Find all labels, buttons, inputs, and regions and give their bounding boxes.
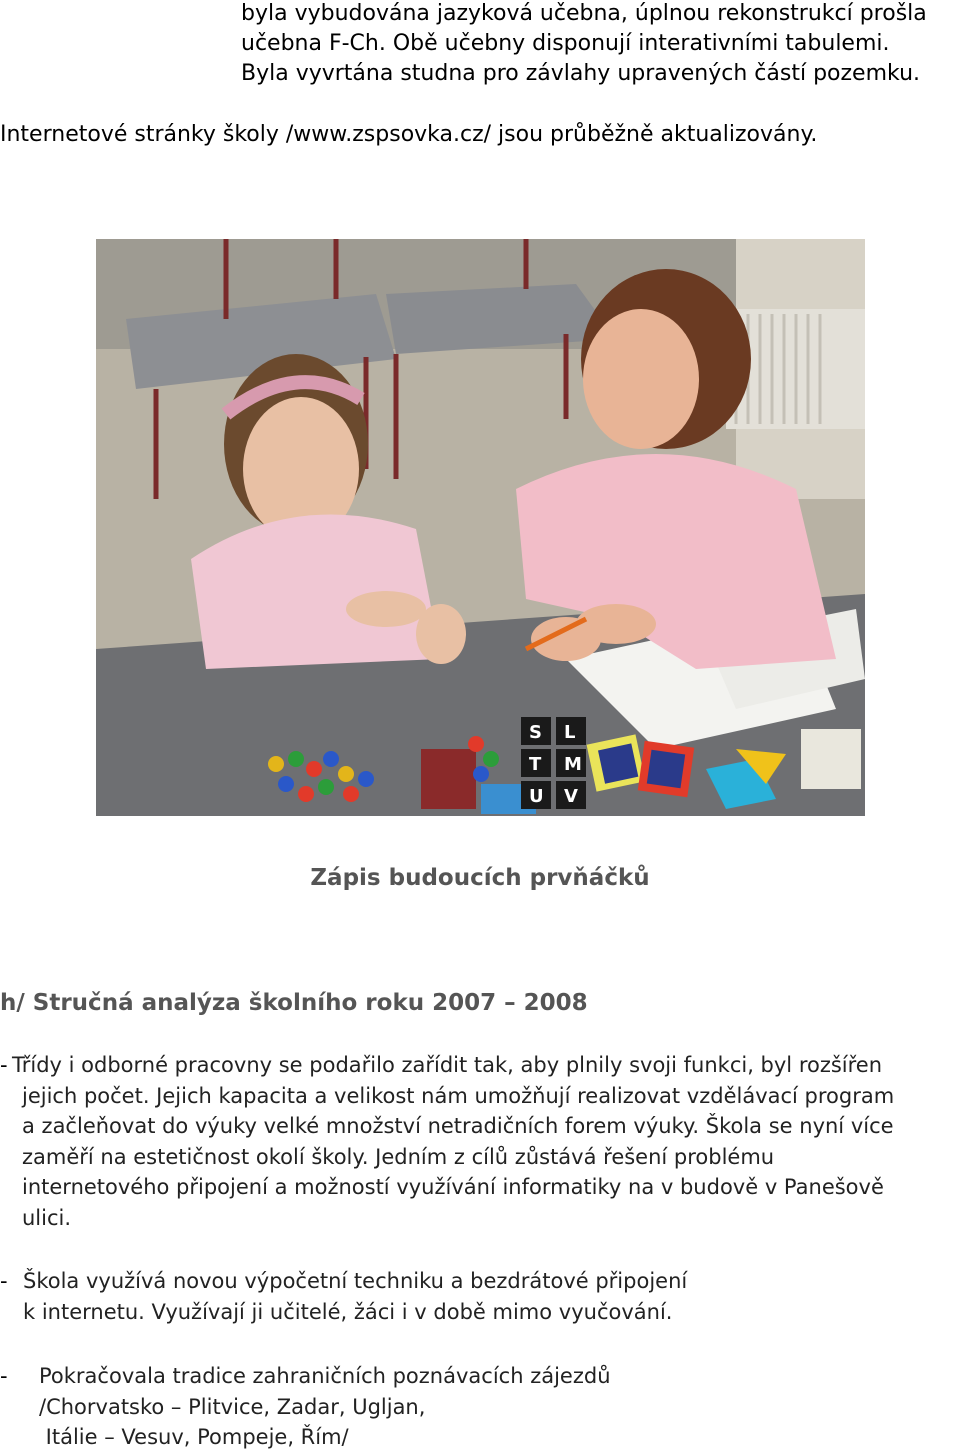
svg-text:U: U [529,786,544,807]
bullet-2-dash: - [0,1269,8,1293]
svg-text:T: T [529,754,542,775]
intro-line-2: učebna F-Ch. Obě učebny disponují interativními tabulemi. [241,31,890,56]
svg-text:M: M [564,754,582,775]
bullet-3-dash: - [0,1364,8,1388]
bullet-1-dash: - [0,1053,8,1077]
bullet-1-line-3: a začleňovat do výuky velké množství netradičních forem výuky. Škola se nyní více [22,1114,894,1139]
intro-line-1: byla vybudována jazyková učebna, úplnou rekonstrukcí prošla [241,1,927,26]
bullet-1-text [12,1050,894,1234]
section-heading: h/ Stručná analýza školního roku 2007 – 2008 [0,990,588,1016]
enrollment-photo [96,239,865,816]
intro-line-3: Byla vyvrtána studna pro závlahy upravených částí pozemku. [241,61,921,86]
svg-text:V: V [564,786,578,807]
photo-caption: Zápis budoucích prvňáčků [310,865,650,891]
intro-line-4: Internetové stránky školy /www.zspsovka.cz/ jsou průběžně aktualizovány. [0,122,818,147]
bullet-2-text [23,1266,687,1327]
svg-text:L: L [564,722,576,743]
bullet-3-line-1: Pokračovala tradice zahraničních poznávacích zájezdů [39,1364,611,1388]
bullet-1-line-5: internetového připojení a možností využívání informatiky na v budově v Panešově [22,1175,884,1200]
bullet-3-line-3: Itálie – Vesuv, Pompeje, Řím/ [39,1425,349,1450]
bullet-2-line-1: Škola využívá novou výpočetní techniku a bezdrátové připojení [23,1269,688,1293]
bullet-1-line-1: Třídy i odborné pracovny se podařilo zařídit tak, aby plnily svoji funkci, byl rozšířen [12,1053,883,1077]
bullet-2-line-2: k internetu. Využívají ji učitelé, žáci i v době mimo vyučování. [23,1299,673,1324]
svg-text:S: S [529,722,542,743]
bullet-1-line-6: ulici. [22,1205,72,1230]
bullet-3-text [39,1361,611,1453]
bullet-1-line-2: jejich počet. Jejich kapacita a velikost nám umožňují realizovat vzdělávací program [22,1083,895,1108]
bullet-3-line-2: /Chorvatsko – Plitvice, Zadar, Ugljan, [39,1394,426,1419]
bullet-1-line-4: zaměří na estetičnost okolí školy. Jedním z cílů zůstává řešení problému [22,1144,775,1169]
